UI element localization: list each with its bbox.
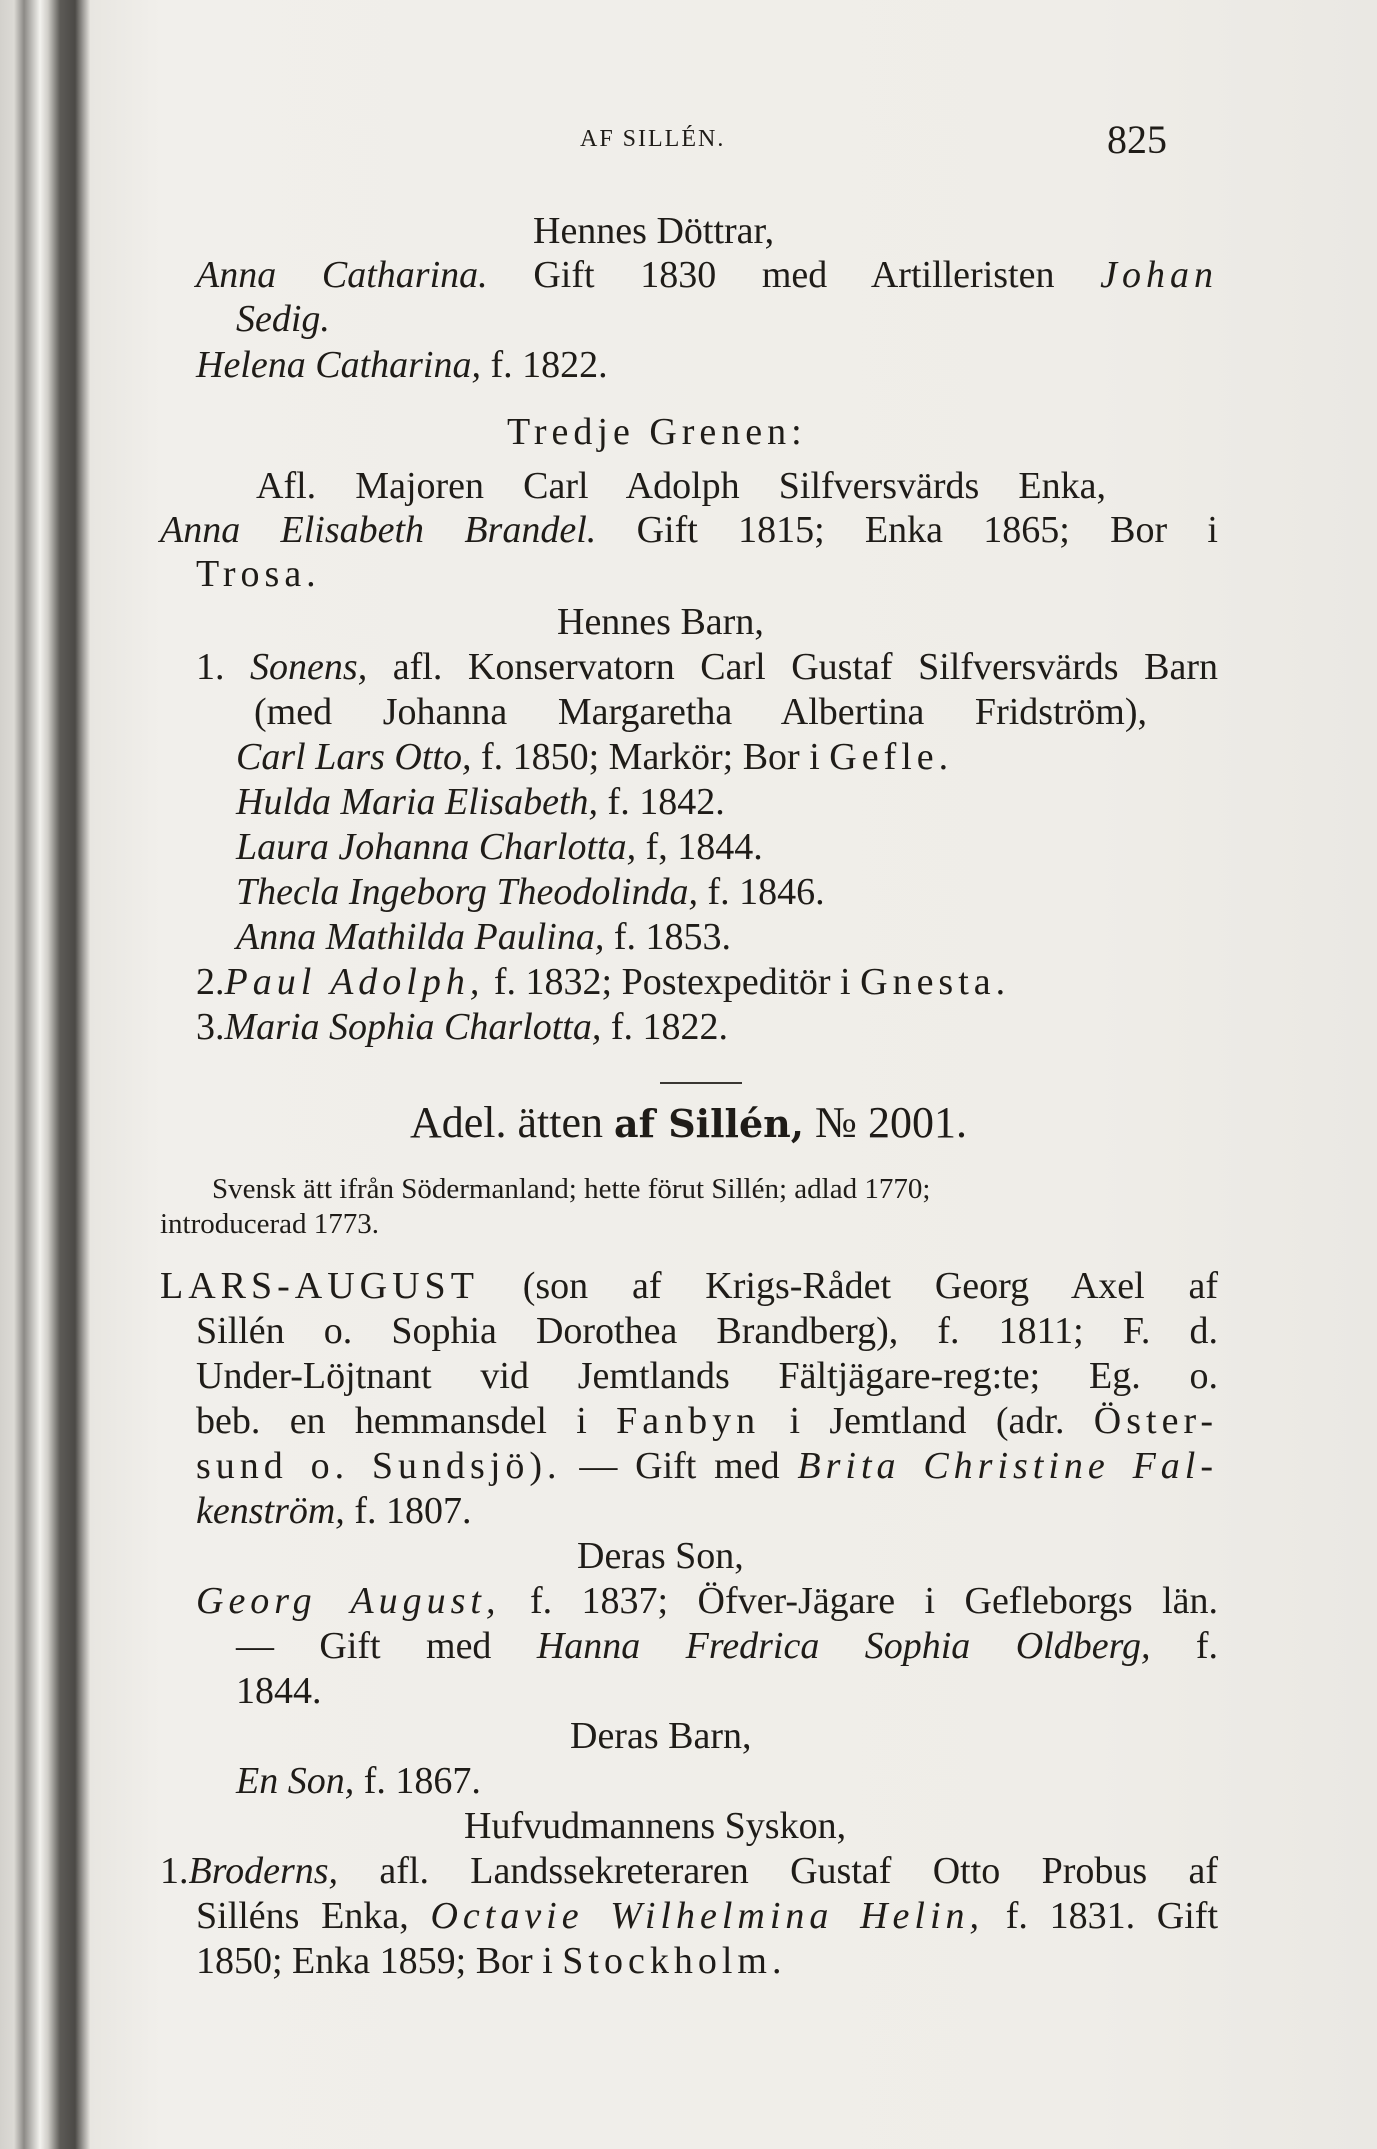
heading-hennes-dottrar: Hennes Döttrar, bbox=[533, 210, 775, 252]
text-line: Anna Mathilda Paulina, f. 1853. bbox=[236, 916, 732, 958]
book-spine bbox=[0, 0, 90, 2149]
heading-deras-barn: Deras Barn, bbox=[570, 1715, 752, 1757]
text-line: Sillén o. Sophia Dorothea Brandberg), f. 1811; F. d. bbox=[196, 1310, 1218, 1352]
text-line: — Gift med Hanna Fredrica Sophia Oldberg, f. bbox=[236, 1625, 1219, 1667]
text-line: kenström, f. 1807. bbox=[196, 1490, 472, 1532]
text-line: Thecla Ingeborg Theodolinda, f. 1846. bbox=[236, 871, 825, 913]
text-line: 1. Sonens, afl. Konservatorn Carl Gustaf Silfversvärds Barn bbox=[196, 646, 1218, 688]
text-line: Silléns Enka, Octavie Wilhelmina Helin, f. 1831. Gift bbox=[196, 1895, 1218, 1937]
running-head: AF SILLÉN. bbox=[580, 126, 726, 152]
text-line: (med Johanna Margaretha Albertina Fridström), bbox=[254, 691, 1147, 733]
heading-tredje-grenen: Tredje Grenen: bbox=[507, 411, 807, 453]
heading-deras-son: Deras Son, bbox=[577, 1535, 744, 1577]
text-line: Under-Löjtnant vid Jemtlands Fältjägare-reg:te; Eg. o. bbox=[196, 1355, 1218, 1397]
text-line: Trosa. bbox=[196, 553, 321, 595]
text-line: Laura Johanna Charlotta, f, 1844. bbox=[236, 826, 763, 868]
text-line: Sedig. bbox=[236, 298, 330, 340]
text-line: Georg August, f. 1837; Öfver-Jägare i Gefleborgs län. bbox=[196, 1580, 1219, 1622]
text-line: 3.Maria Sophia Charlotta, f. 1822. bbox=[196, 1006, 729, 1048]
text-line: 1850; Enka 1859; Bor i Stockholm. bbox=[196, 1940, 787, 1982]
heading-hufvudmannens-syskon: Hufvudmannens Syskon, bbox=[464, 1805, 847, 1847]
text-line: Carl Lars Otto, f. 1850; Markör; Bor i Gefle. bbox=[236, 736, 954, 778]
text-line: Anna Elisabeth Brandel. Gift 1815; Enka 1865; Bor i bbox=[160, 509, 1218, 551]
family-description: Svensk ätt ifrån Södermanland; hette förut Sillén; adlad 1770; bbox=[212, 1173, 931, 1205]
page-number: 825 bbox=[1107, 117, 1167, 162]
family-heading: Adel. ätten af Sillén, № 2001. bbox=[409, 1098, 967, 1147]
text-line: Helena Catharina, f. 1822. bbox=[196, 344, 608, 386]
text-line: 1844. bbox=[236, 1670, 322, 1712]
family-description: introducerad 1773. bbox=[160, 1208, 380, 1240]
section-rule bbox=[660, 1082, 742, 1084]
text-line: beb. en hemmansdel i Fanbyn i Jemtland (adr. Öster- bbox=[196, 1400, 1218, 1442]
text-line: Hulda Maria Elisabeth, f. 1842. bbox=[236, 781, 725, 823]
text-line: LARS-AUGUST (son af Krigs-Rådet Georg Axel af bbox=[160, 1265, 1219, 1307]
text-line: 2.Paul Adolph, f. 1832; Postexpeditör i Gnesta. bbox=[196, 961, 1011, 1003]
text-line: Afl. Majoren Carl Adolph Silfversvärds Enka, bbox=[256, 465, 1106, 507]
text-line: sund o. Sundsjö). — Gift med Brita Christine Fal- bbox=[196, 1445, 1219, 1487]
heading-hennes-barn: Hennes Barn, bbox=[557, 601, 764, 643]
text-line: 1.Broderns, afl. Landssekreteraren Gustaf Otto Probus af bbox=[160, 1850, 1219, 1892]
text-line: En Son, f. 1867. bbox=[236, 1760, 481, 1802]
text-line: Anna Catharina. Gift 1830 med Artilleristen Johan bbox=[196, 254, 1219, 296]
